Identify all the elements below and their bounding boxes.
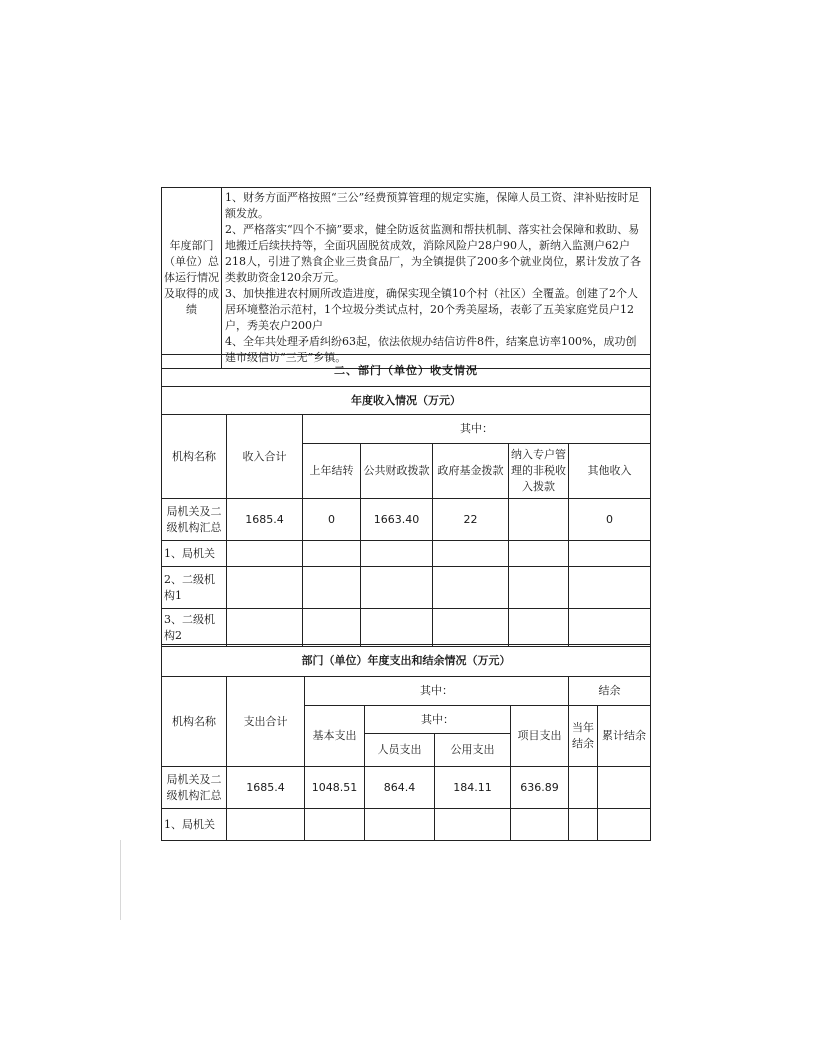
income-row-nontax	[509, 499, 569, 541]
income-row-name: 1、局机关	[162, 541, 227, 567]
income-row-other	[569, 567, 651, 609]
income-header-total: 收入合计	[227, 415, 303, 499]
income-row-total	[227, 541, 303, 567]
income-row-gov-fund	[433, 567, 509, 609]
expense-row-cumulative-surplus	[598, 809, 651, 841]
expense-row-basic	[305, 809, 365, 841]
income-table	[161, 354, 651, 647]
expense-header-personnel: 人员支出	[365, 734, 435, 767]
income-row-total: 1685.4	[227, 499, 303, 541]
expense-row-current-surplus	[569, 767, 598, 809]
summary-item-3: 3、加快推进农村厕所改造进度，确保实现全镇10个村（社区）全覆盖。创建了2个人居环境整治示范村，1个垃圾分类试点村，20个秀美屋场，表彰了五美家庭党员户12户，秀美农户200户	[225, 287, 638, 332]
summary-item-1: 1、财务方面严格按照“三公”经费预算管理的规定实施，保障人员工资、津补贴按时足额发放。	[225, 191, 640, 220]
expense-header-project: 项目支出	[511, 706, 569, 767]
income-row-gov-fund	[433, 609, 509, 647]
income-header-public-finance: 公共财政拨款	[361, 444, 433, 499]
income-row-public-finance: 1663.40	[361, 499, 433, 541]
income-row-nontax	[509, 541, 569, 567]
expense-row-public	[435, 809, 511, 841]
expense-header-org: 机构名称	[162, 677, 227, 767]
expense-row-name: 1、局机关	[162, 809, 227, 841]
summary-item-4: 4、全年共处理矛盾纠纷63起，依法依规办结信访件8件，结案息访率100%，成功创建市级信访“三无”乡镇。	[225, 335, 637, 364]
expense-header-of-which-inner: 其中：	[365, 706, 511, 734]
expense-header-cumulative-surplus: 累计结余	[598, 706, 651, 767]
expense-header-public: 公用支出	[435, 734, 511, 767]
income-header-of-which: 其中：	[303, 415, 651, 444]
expense-row-total	[227, 809, 305, 841]
income-row-public-finance	[361, 609, 433, 647]
summary-label: 年度部门（单位）总体运行情况及取得的成绩	[162, 188, 222, 369]
summary-item-2: 2、严格落实“四个不摘”要求，健全防返贫监测和帮扶机制、落实社会保障和救助、易地搬迁后续扶持等，全面巩固脱贫成效，消除风险户28户90人，新纳入监测户62户218人，引进了熟食企业三贵食品厂，为全镇提供了200多个就业岗位，累计发放了各类救助资金120余万元。	[225, 223, 641, 284]
income-title: 年度收入情况（万元）	[162, 387, 651, 415]
expense-row-total: 1685.4	[227, 767, 305, 809]
income-row-carryover	[303, 567, 361, 609]
income-row-other	[569, 609, 651, 647]
expense-row-basic: 1048.51	[305, 767, 365, 809]
income-row-public-finance	[361, 541, 433, 567]
expense-row-cumulative-surplus	[598, 767, 651, 809]
income-row-name: 3、二级机构2	[162, 609, 227, 647]
expense-row-name: 局机关及二级机构汇总	[162, 767, 227, 809]
expense-row-personnel	[365, 809, 435, 841]
income-row-name: 2、二级机构1	[162, 567, 227, 609]
expense-row-current-surplus	[569, 809, 598, 841]
income-header-org: 机构名称	[162, 415, 227, 499]
section-title: 二、部门（单位）收支情况	[162, 355, 651, 387]
income-row-total	[227, 609, 303, 647]
income-row-nontax	[509, 567, 569, 609]
summary-table	[161, 187, 651, 369]
expense-row-project: 636.89	[511, 767, 569, 809]
expense-table	[161, 644, 651, 841]
expense-header-current-surplus: 当年结余	[569, 706, 598, 767]
income-row-carryover: 0	[303, 499, 361, 541]
income-row-other: 0	[569, 499, 651, 541]
expense-title: 部门（单位）年度支出和结余情况（万元）	[162, 645, 651, 677]
income-row-gov-fund: 22	[433, 499, 509, 541]
income-row-nontax	[509, 609, 569, 647]
income-row-other	[569, 541, 651, 567]
expense-header-surplus: 结余	[569, 677, 651, 706]
income-row-total	[227, 567, 303, 609]
expense-header-of-which: 其中：	[305, 677, 569, 706]
expense-row-project	[511, 809, 569, 841]
income-header-gov-fund: 政府基金拨款	[433, 444, 509, 499]
expense-row-personnel: 864.4	[365, 767, 435, 809]
summary-content	[222, 188, 651, 369]
income-row-gov-fund	[433, 541, 509, 567]
income-row-carryover	[303, 541, 361, 567]
income-header-carryover: 上年结转	[303, 444, 361, 499]
income-header-nontax: 纳入专户管理的非税收入拨款	[509, 444, 569, 499]
scan-edge-line	[120, 840, 121, 920]
income-row-public-finance	[361, 567, 433, 609]
income-row-carryover	[303, 609, 361, 647]
expense-row-public: 184.11	[435, 767, 511, 809]
expense-header-total: 支出合计	[227, 677, 305, 767]
expense-header-basic: 基本支出	[305, 706, 365, 767]
income-row-name: 局机关及二级机构汇总	[162, 499, 227, 541]
income-header-other: 其他收入	[569, 444, 651, 499]
